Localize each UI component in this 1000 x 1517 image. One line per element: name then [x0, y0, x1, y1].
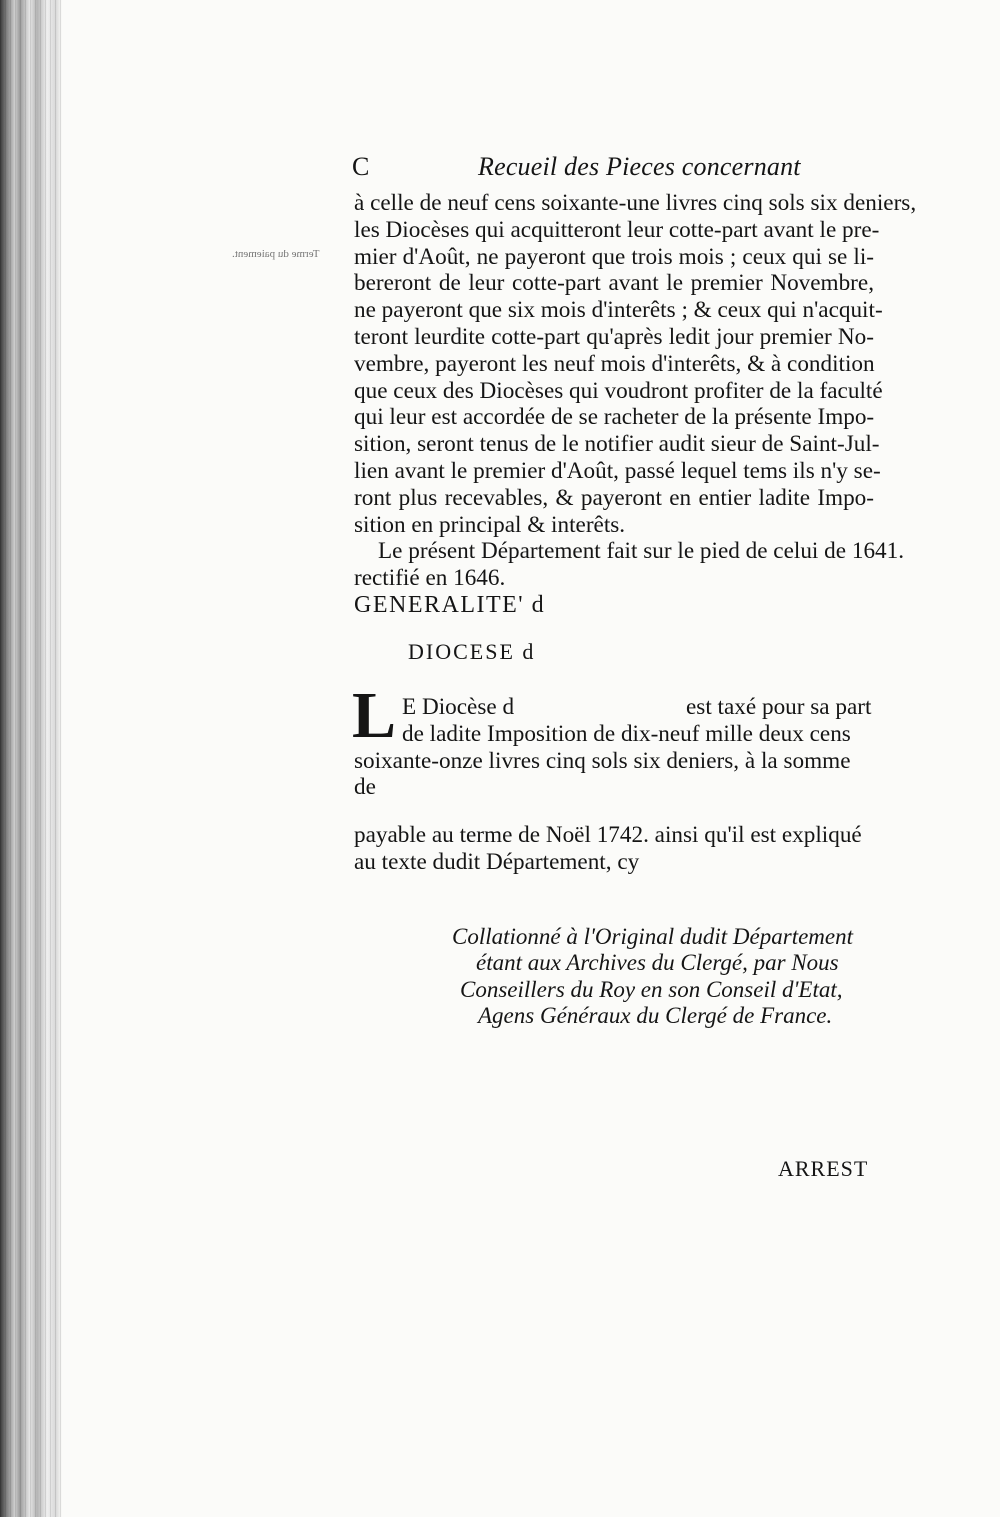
text-line: les Diocèses qui acquitteront leur cotte-part avant le pre- [354, 216, 880, 243]
text-line: lien avant le premier d'Août, passé lequel tems ils n'y se- [354, 457, 881, 484]
text-line: bereront de leur cotte-part avant le premier Novembre, [354, 270, 874, 297]
diocese-heading: DIOCESE d [408, 639, 536, 664]
gutter-texture [0, 0, 62, 1517]
attestation-block [452, 924, 892, 1030]
paragraph-payment [354, 822, 874, 876]
text-line: qui leur est accordée de se racheter de la présente Impo- [354, 404, 875, 431]
text-line: Agens Généraux du Clergé de France. [478, 1003, 833, 1029]
page-mark: C [352, 152, 370, 181]
margin-note: Terme du paiement. [232, 248, 320, 260]
paragraph-conditions [354, 190, 917, 592]
text-line: rectifié en 1646. [354, 565, 506, 592]
text-line: étant aux Archives du Clergé, par Nous [476, 950, 839, 976]
text-line: à celle de neuf cens soixante-une livres cinq sols six deniers, [354, 190, 917, 216]
text-line [354, 694, 874, 721]
text-line: ront plus recevables, & payeront en entier ladite Impo- [354, 484, 874, 511]
page-header [352, 150, 872, 190]
text-line: Collationné à l'Original dudit Département [452, 924, 854, 949]
text-line: vembre, payeront les neuf mois d'interêts, & à condition [354, 350, 875, 377]
catchword: ARREST [778, 1156, 869, 1181]
generalite-heading: GENERALITE' d [354, 592, 546, 618]
text-line: au texte dudit Département, cy [354, 848, 640, 875]
text-fragment: E Diocèse d [402, 694, 515, 720]
text-line: que ceux des Diocèses qui voudront profiter de la faculté [354, 377, 883, 404]
text-line: payable au terme de Noël 1742. ainsi qu'il est expliqué [354, 822, 862, 848]
drop-cap: L [352, 679, 397, 752]
text-line: sition, seront tenus de le notifier audit sieur de Saint-Jul- [354, 431, 880, 458]
text-line: de ladite Imposition de dix-neuf mille deux cens [402, 720, 851, 747]
paragraph-taxation [354, 694, 874, 801]
text-fragment: est taxé pour sa part [686, 694, 872, 720]
text-line: de [354, 774, 376, 801]
text-line: Conseillers du Roy en son Conseil d'Etat, [460, 976, 843, 1002]
text-line: soixante-onze livres cinq sols six deniers, à la somme [354, 747, 851, 774]
text-line: mier d'Août, ne payeront que trois mois ; ceux qui se li- [354, 243, 874, 270]
text-line: teront leurdite cotte-part qu'après ledit jour premier No- [354, 323, 874, 350]
running-title: Recueil des Pieces concernant [478, 152, 801, 181]
text-line: ne payeront que six mois d'interêts ; & ceux qui n'acquit- [354, 297, 883, 324]
text-line: Le présent Département fait sur le pied de celui de 1641. [378, 538, 905, 565]
text-line: sition en principal & interêts. [354, 511, 626, 538]
